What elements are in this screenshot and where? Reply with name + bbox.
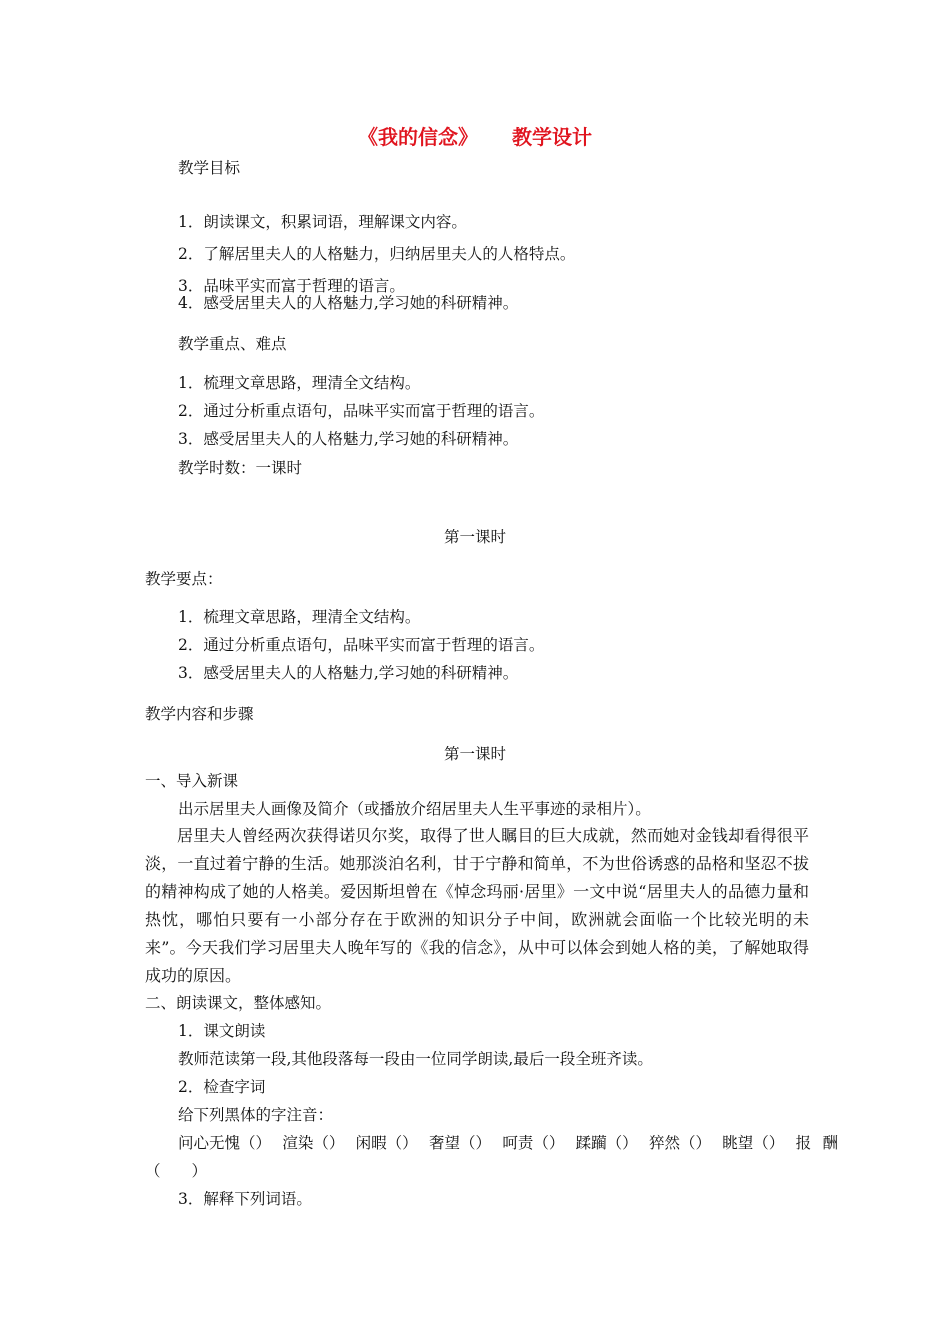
document-title bbox=[0, 124, 950, 150]
reading-text: 教师范读第一段,其他段落每一段由一位同学朗读,最后一段全班齐读。 bbox=[178, 1050, 653, 1068]
word-item: 渲染（） bbox=[282, 1134, 345, 1152]
section-heading-reading: 二、朗读课文，整体感知。 bbox=[145, 994, 332, 1012]
objective-item: 1．朗读课文，积累词语，理解课文内容。 bbox=[178, 213, 467, 231]
key-point-item: 3．感受居里夫人的人格魅力,学习她的科研精神。 bbox=[178, 430, 519, 448]
pinyin-exercise bbox=[178, 1133, 838, 1153]
lesson-heading-2: 第一课时 bbox=[443, 745, 506, 763]
pinyin-exercise-tail: （ ） bbox=[145, 1162, 208, 1180]
intro-paragraph: 居里夫人曾经两次获得诺贝尔奖，取得了世人瞩目的巨大成就，然而她对金钱却看得很平淡，一直过着宁静的生活。她那淡泊名利，甘于宁静和简单，不为世俗诱惑的品格和坚忍不拔的精神构成了她的人格美。爱因斯坦曾在《悼念玛丽·居里》一文中说“居里夫人的品德力量和热忱，哪怕只要有一小部分存在于欧洲的知识分子中间，欧洲就会面临一个比较光明的未来”。今天我们学习居里夫人晚年写的《我的信念》，从中可以体会到她人格的美，了解她取得成功的原因。 bbox=[145, 826, 809, 985]
objectives-heading: 教学目标 bbox=[178, 159, 241, 177]
word-item: 奢望（） bbox=[428, 1134, 491, 1152]
word-item: 问心无愧（） bbox=[178, 1134, 272, 1152]
objective-item: 2．了解居里夫人的人格魅力，归纳居里夫人的人格特点。 bbox=[178, 245, 576, 263]
lesson-point-item: 3．感受居里夫人的人格魅力,学习她的科研精神。 bbox=[178, 664, 519, 682]
key-points-heading: 教学重点、难点 bbox=[178, 335, 287, 353]
lesson-heading: 第一课时 bbox=[443, 528, 506, 546]
key-point-item: 2．通过分析重点语句，品味平实而富于哲理的语言。 bbox=[178, 402, 545, 420]
word-item: 呵责（） bbox=[502, 1134, 565, 1152]
word-item: 闲暇（） bbox=[355, 1134, 418, 1152]
intro-line: 出示居里夫人画像及简介（或播放介绍居里夫人生平事迹的录相片）。 bbox=[178, 800, 651, 818]
objective-item: 4．感受居里夫人的人格魅力,学习她的科研精神。 bbox=[178, 294, 519, 312]
key-point-item: 1．梳理文章思路，理清全文结构。 bbox=[178, 374, 421, 392]
subheading-definitions: 3．解释下列词语。 bbox=[178, 1190, 312, 1208]
subheading-vocab: 2．检查字词 bbox=[178, 1078, 266, 1096]
section-heading-intro: 一、导入新课 bbox=[145, 772, 239, 790]
steps-heading: 教学内容和步骤 bbox=[145, 705, 254, 723]
word-item: 眺望（） bbox=[722, 1134, 785, 1152]
teaching-hours: 教学时数：一课时 bbox=[178, 459, 303, 477]
lesson-point-item: 2．通过分析重点语句，品味平实而富于哲理的语言。 bbox=[178, 636, 545, 654]
objective-item: 3．品味平实而富于哲理的语言。 bbox=[178, 277, 405, 295]
word-item: 酬 bbox=[822, 1134, 838, 1152]
word-item: 猝然（） bbox=[648, 1134, 711, 1152]
word-item: 蹂躏（） bbox=[575, 1134, 638, 1152]
lesson-point-item: 1．梳理文章思路，理清全文结构。 bbox=[178, 608, 421, 626]
title-sub: 教学设计 bbox=[512, 125, 592, 149]
title-main: 《我的信念》 bbox=[358, 125, 478, 149]
lesson-points-heading: 教学要点： bbox=[145, 570, 223, 588]
vocab-instruction: 给下列黑体的字注音： bbox=[178, 1106, 334, 1124]
word-item: 报 bbox=[795, 1134, 812, 1152]
subheading-reading: 1．课文朗读 bbox=[178, 1022, 266, 1040]
